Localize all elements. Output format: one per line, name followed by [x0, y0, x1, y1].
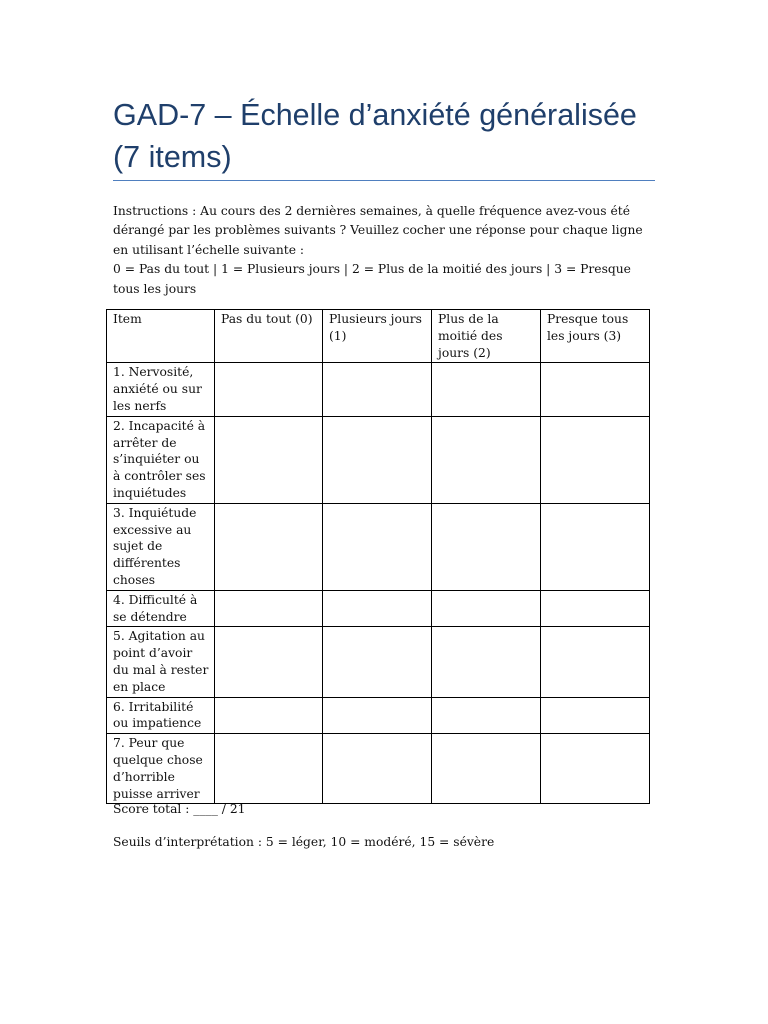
response-cell-1[interactable] — [323, 503, 432, 590]
item-label: 1. Nervosité, anxiété ou sur les nerfs — [107, 363, 215, 416]
response-cell-1[interactable] — [323, 697, 432, 734]
response-cell-0[interactable] — [215, 503, 323, 590]
response-cell-0[interactable] — [215, 627, 323, 697]
table-row — [107, 590, 650, 627]
response-cell-0[interactable] — [215, 697, 323, 734]
response-cell-3[interactable] — [541, 697, 650, 734]
item-label: 4. Difficulté à se détendre — [107, 590, 215, 627]
header-nearly-every-day: Presque tous les jours (3) — [541, 310, 650, 363]
header-item: Item — [107, 310, 215, 363]
response-cell-3[interactable] — [541, 734, 650, 804]
item-label: 7. Peur que quelque chose d’horrible puisse arriver — [107, 734, 215, 804]
response-cell-2[interactable] — [432, 734, 541, 804]
document-title: GAD-7 – Échelle d’anxiété généralisée (7 items) — [113, 98, 637, 174]
response-cell-0[interactable] — [215, 590, 323, 627]
response-cell-3[interactable] — [541, 363, 650, 416]
response-cell-2[interactable] — [432, 363, 541, 416]
response-cell-1[interactable] — [323, 363, 432, 416]
response-cell-0[interactable] — [215, 416, 323, 503]
instructions-text: Instructions : Au cours des 2 dernières semaines, à quelle fréquence avez-vous été dérangé par les problèmes suivants ? Veuillez cocher une réponse pour chaque ligne en utilisant l’échelle suivante : — [113, 204, 643, 257]
response-cell-0[interactable] — [215, 363, 323, 416]
score-total: Score total : ____ / 21 — [113, 802, 246, 816]
response-cell-2[interactable] — [432, 627, 541, 697]
response-cell-2[interactable] — [432, 416, 541, 503]
instructions-block — [113, 202, 653, 299]
table-row — [107, 734, 650, 804]
scale-legend: 0 = Pas du tout | 1 = Plusieurs jours | 2 = Plus de la moitié des jours | 3 = Presque tous les jours — [113, 262, 631, 296]
table-header-row — [107, 310, 650, 363]
title-underline — [113, 180, 655, 181]
table-row — [107, 363, 650, 416]
response-cell-3[interactable] — [541, 627, 650, 697]
header-more-than-half: Plus de la moitié des jours (2) — [432, 310, 541, 363]
table-row — [107, 503, 650, 590]
item-label: 5. Agitation au point d’avoir du mal à rester en place — [107, 627, 215, 697]
header-several-days: Plusieurs jours (1) — [323, 310, 432, 363]
table-row — [107, 416, 650, 503]
table-row — [107, 697, 650, 734]
item-label: 3. Inquiétude excessive au sujet de différentes choses — [107, 503, 215, 590]
response-cell-3[interactable] — [541, 416, 650, 503]
response-cell-1[interactable] — [323, 627, 432, 697]
table-row — [107, 627, 650, 697]
response-cell-3[interactable] — [541, 590, 650, 627]
response-cell-1[interactable] — [323, 734, 432, 804]
response-cell-0[interactable] — [215, 734, 323, 804]
item-label: 2. Incapacité à arrêter de s’inquiéter ou à contrôler ses inquiétudes — [107, 416, 215, 503]
response-cell-3[interactable] — [541, 503, 650, 590]
response-cell-1[interactable] — [323, 416, 432, 503]
item-label: 6. Irritabilité ou impatience — [107, 697, 215, 734]
response-cell-2[interactable] — [432, 697, 541, 734]
interpretation-thresholds: Seuils d’interprétation : 5 = léger, 10 = modéré, 15 = sévère — [113, 835, 495, 849]
response-cell-2[interactable] — [432, 590, 541, 627]
gad7-table — [106, 309, 650, 804]
response-cell-2[interactable] — [432, 503, 541, 590]
header-not-at-all: Pas du tout (0) — [215, 310, 323, 363]
response-cell-1[interactable] — [323, 590, 432, 627]
